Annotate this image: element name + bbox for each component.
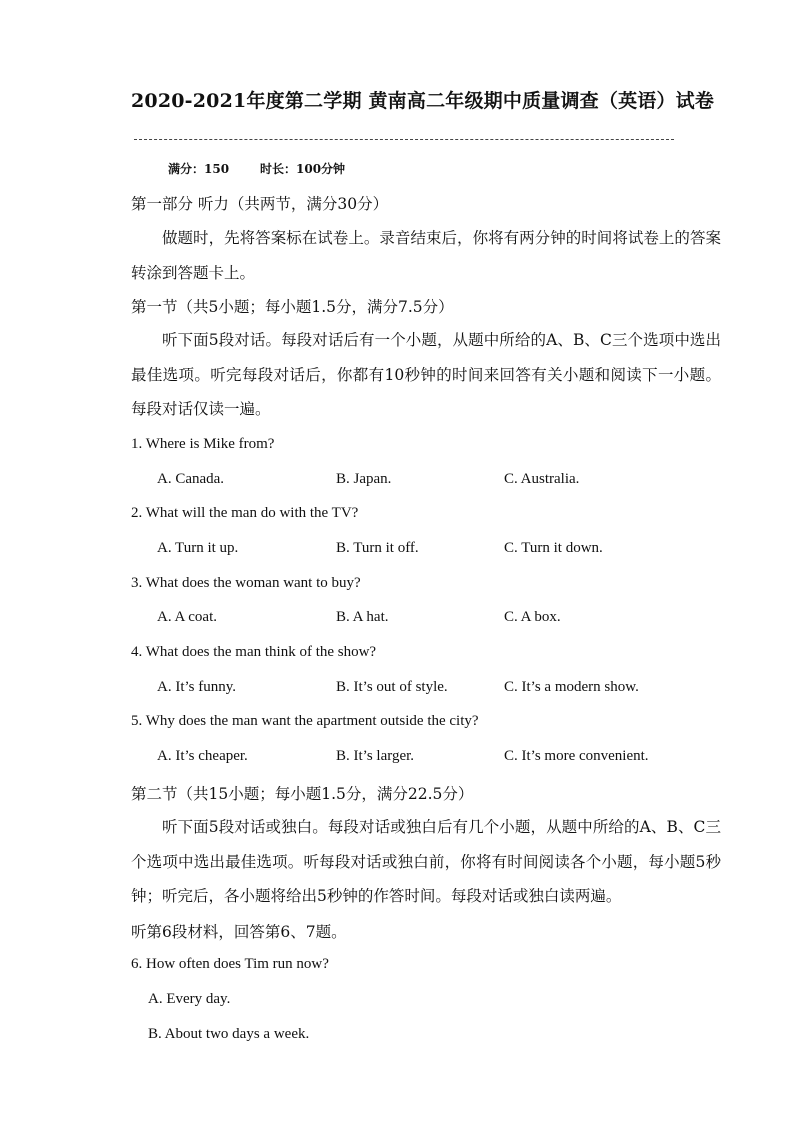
question-text: 2. What will the man do with the TV? xyxy=(131,505,359,521)
question-text: 3. What does the woman want to buy? xyxy=(131,575,361,591)
question-text: 4. What does the man think of the show? xyxy=(131,644,377,660)
section1-heading: 第一节（共5小题；每小题1.5分，满分7.5分） xyxy=(131,298,454,316)
duration: 时长：100分钟 xyxy=(260,162,346,176)
option-c: C. It’s a modern show. xyxy=(504,679,639,695)
option-b: B. About two days a week. xyxy=(148,1026,310,1042)
part1-instructions: 做题时，先将答案标在试卷上。录音结束后，你将有两分钟的时间将试卷上的答案转涂到答题卡上。 xyxy=(131,229,721,282)
option-a: A. Every day. xyxy=(148,991,231,1007)
option-c: C. Australia. xyxy=(504,471,580,487)
option-a: A. Turn it up. xyxy=(157,540,239,556)
option-c: C. A box. xyxy=(504,609,561,625)
section2-instructions: 听下面5段对话或独白。每段对话或独白后有几个小题，从题中所给的A、B、C三个选项中选出最佳选项。听每段对话或独白前，你将有时间阅读各个小题，每小题5秒钟；听完后，各小题将给出5秒钟的作答时间。每段对话或独白读两遍。 xyxy=(131,818,721,905)
part1-heading: 第一部分 听力（共两节，满分30分） xyxy=(131,195,389,213)
question-text: 5. Why does the man want the apartment outside the city? xyxy=(131,713,479,729)
option-a: A. A coat. xyxy=(157,609,217,625)
option-b: B. Turn it off. xyxy=(336,540,419,556)
option-b: B. A hat. xyxy=(336,609,389,625)
option-b: B. It’s larger. xyxy=(336,748,415,764)
title-divider xyxy=(134,139,674,140)
material-6-prompt: 听第6段材料，回答第6、7题。 xyxy=(131,923,347,941)
option-b: B. It’s out of style. xyxy=(336,679,448,695)
option-c: C. It’s more convenient. xyxy=(504,748,649,764)
option-a: A. Canada. xyxy=(157,471,225,487)
option-a: A. It’s funny. xyxy=(157,679,237,695)
exam-title: 2020-2021年度第二学期 黄南高二年级期中质量调查（英语）试卷 xyxy=(131,90,715,112)
full-score: 满分：150 xyxy=(168,162,230,176)
question-text: 6. How often does Tim run now? xyxy=(131,956,329,972)
option-a: A. It’s cheaper. xyxy=(157,748,248,764)
question-text: 1. Where is Mike from? xyxy=(131,436,275,452)
option-b: B. Japan. xyxy=(336,471,392,487)
option-c: C. Turn it down. xyxy=(504,540,603,556)
section1-instructions: 听下面5段对话。每段对话后有一个小题，从题中所给的A、B、C三个选项中选出最佳选项。听完每段对话后，你都有10秒钟的时间来回答有关小题和阅读下一小题。每段对话仅读一遍。 xyxy=(131,331,721,418)
section2-heading: 第二节（共15小题；每小题1.5分，满分22.5分） xyxy=(131,785,474,803)
